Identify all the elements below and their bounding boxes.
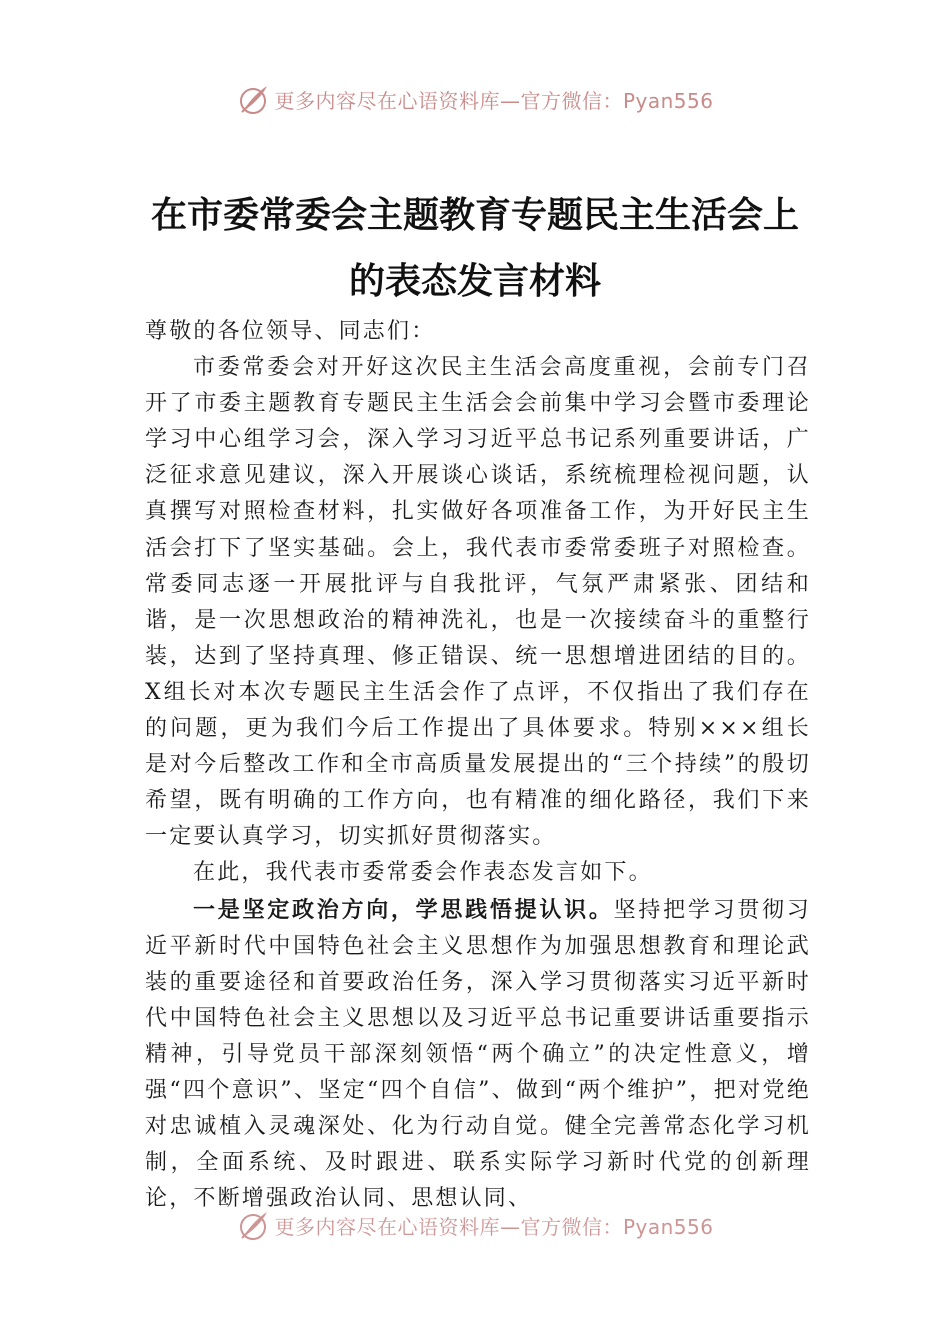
watermark-text: 更多内容尽在心语资料库—官方微信：Pyan556 — [274, 1214, 714, 1239]
paragraph-1: 市委常委会对开好这次民主生活会高度重视，会前专门召开了市委主题教育专题民主生活会会前集中学习会暨市委理论学习中心组学习会，深入学习习近平总书记系列重要讲话，广泛征求意见建议，深入开展谈心谈话，系统梳理检视问题，认真撰写对照检查材料，扎实做好各项准备工作，为开好民主生活会打下了坚实基础。会上，我代表市委常委班子对照检查。常委同志逐一开展批评与自我批评，气氛严肃紧张、团结和谐，是一次思想政治的精神洗礼，也是一次接续奋斗的重整行装，达到了坚持真理、修正错误、统一思想增进团结的目的。X组长对本次专题民主生活会作了点评，不仅指出了我们存在的问题，更为我们今后工作提出了具体要求。特别×××组长是对今后整改工作和全市高质量发展提出的“三个持续”的殷切希望，既有明确的工作方向，也有精准的细化路径，我们下来一定要认真学习，切实抓好贯彻落实。 — [145, 355, 811, 850]
quill-logo-icon — [236, 82, 270, 116]
document-title-line-2: 的表态发言材料 — [348, 261, 601, 302]
greeting: 尊敬的各位领导、同志们： — [145, 319, 436, 344]
quill-logo-icon — [236, 1208, 270, 1242]
watermark-text: 更多内容尽在心语资料库—官方微信：Pyan556 — [274, 88, 714, 113]
paragraph-2: 在此，我代表市委常委会作表态发言如下。 — [193, 860, 653, 886]
document-title-line-1: 在市委常委会主题教育专题民主生活会上 — [150, 195, 799, 236]
document-body — [145, 314, 811, 1217]
watermark-top — [0, 82, 950, 116]
paragraph-3-text: 坚持把学习贯彻习近平新时代中国特色社会主义思想作为加强思想教育和理论武装的重要途径和首要政治任务，深入学习贯彻落实习近平新时代中国特色社会主义思想以及习近平总书记重要讲话重要指示精神，引导党员干部深刻领悟“两个确立”的决定性意义，增强“四个意识”、坚定“四个自信”、做到“两个维护”，把对党绝对忠诚植入灵魂深处、化为行动自觉。健全完善常态化学习机制，全面系统、及时跟进、联系实际学习新时代党的创新理论，不断增强政治认同、思想认同、 — [145, 897, 811, 1212]
paragraph-3-heading: 一是坚定政治方向，学思践悟提认识。 — [193, 896, 614, 923]
watermark-bottom — [0, 1208, 950, 1242]
paragraph-3 — [145, 892, 811, 1218]
